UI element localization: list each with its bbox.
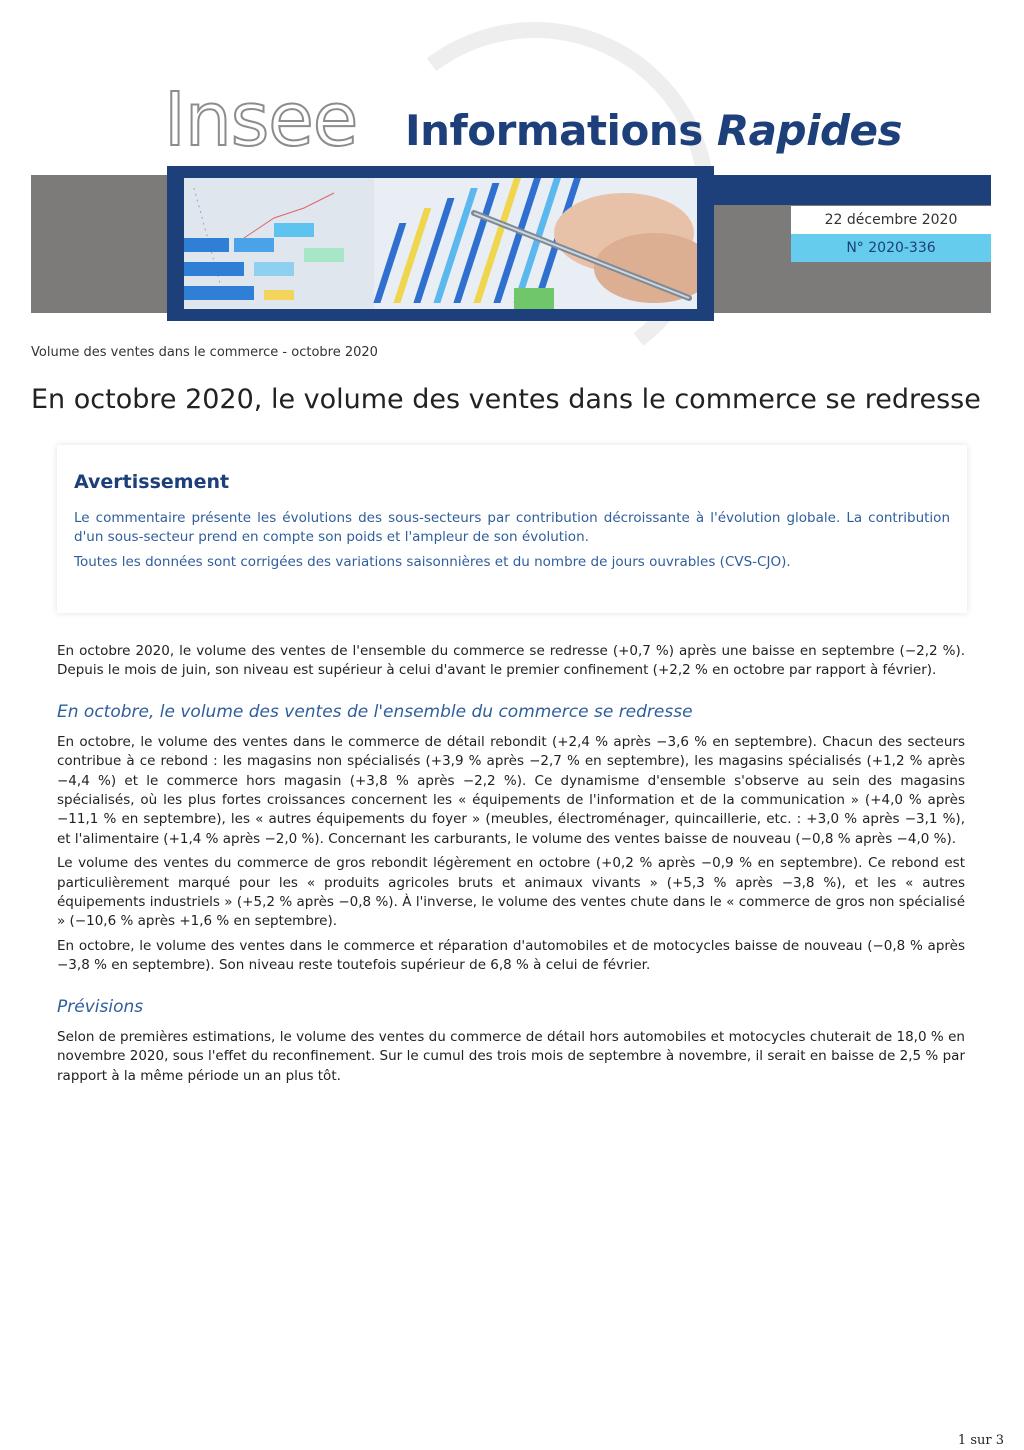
body-paragraph: En octobre, le volume des ventes dans le commerce et réparation d'automobiles et de motocycles baisse de nouveau (−0,8 % après −3,8 % en septembre). Son niveau reste toutefois supérieur de 6,8 % à celui de février.: [57, 937, 965, 974]
publication-number: N° 2020-336: [791, 234, 991, 262]
header-photo: [167, 166, 714, 321]
page-counter: 1 sur 3: [957, 1433, 1004, 1448]
intro-paragraph: En octobre 2020, le volume des ventes de l'ensemble du commerce se redresse (+0,7 %) après une baisse en septembre (−2,2 %). Depuis le mois de juin, son niveau est supérieur à celui d'avant le premier confinement (+2,2 % en octobre par rapport à février).: [57, 643, 965, 679]
chart-photo-illustration: [184, 178, 697, 309]
warning-box: [57, 445, 967, 613]
body-paragraph: Le volume des ventes du commerce de gros rebondit légèrement en octobre (+0,2 % après −0,9 % en septembre). Ce rebond est particulièrement marqué pour les « produits agricoles bruts et animaux vivants » (+5,3 % après −3,8 %), et les « autres équipements industriels » (+5,2 % après −0,8 %). À l'inverse, le volume des ventes chute dans le « commerce de gros non spécialisé » (−10,6 % après +1,6 % en septembre).: [57, 855, 965, 930]
section-heading: En octobre, le volume des ventes de l'ensemble du commerce se redresse: [57, 701, 693, 722]
body-paragraph: En octobre, le volume des ventes dans le commerce de détail rebondit (+2,4 % après −3,6 % en septembre). Chacun des secteurs contribue à ce rebond : les magasins non spécialisés (+3,9 % après −2,7 % en septembre), les magasins spécialisés (+1,2 % après −4,4 %) et le commerce hors magasin (+3,8 % après −2,2 %). Ce dynamisme d'ensemble s'observe au sein des magasins spécialisés, où les plus fortes croissances concernent les « équipements de l'information et de la communication » (+4,0 % après −11,1 % en septembre), les « autres équipements du foyer » (meubles, électroménager, quincaillerie, etc. : +3,0 % après −3,1 %), et l'alimentaire (+1,4 % après −2,0 %). Concernant les carburants, le volume des ventes baisse de nouveau (−0,8 % après −4,0 %).: [57, 733, 965, 847]
brand-emphasis: Rapides: [716, 106, 903, 155]
publication-date: 22 décembre 2020: [791, 206, 991, 234]
warning-paragraph: Toutes les données sont corrigées des variations saisonnières et du nombre de jours ouvrables (CVS-CJO).: [74, 554, 791, 570]
warning-paragraph: Le commentaire présente les évolutions des sous-secteurs par contribution décroissante à l'évolution globale. La contribution d'un sous-secteur prend en compte son poids et l'ampleur de son évolution.: [74, 510, 950, 545]
body-paragraph: Selon de premières estimations, le volume des ventes du commerce de détail hors automobiles et motocycles chuterait de 18,0 % en novembre 2020, sous l'effet du reconfinement. Sur le cumul des trois mois de septembre à novembre, il serait en baisse de 2,5 % par rapport à la même période un an plus tôt.: [57, 1028, 965, 1084]
section-heading: Prévisions: [57, 996, 144, 1017]
warning-title: Avertissement: [74, 471, 230, 493]
brand-main: Informations: [405, 106, 717, 155]
breadcrumb: Volume des ventes dans le commerce - octobre 2020: [31, 345, 378, 360]
article-body: [57, 642, 965, 1091]
header-strip: [713, 175, 991, 205]
page-title: En octobre 2020, le volume des ventes dans le commerce se redresse: [31, 384, 981, 415]
insee-logo: Insee: [164, 77, 358, 163]
publication-brand: [405, 104, 902, 158]
